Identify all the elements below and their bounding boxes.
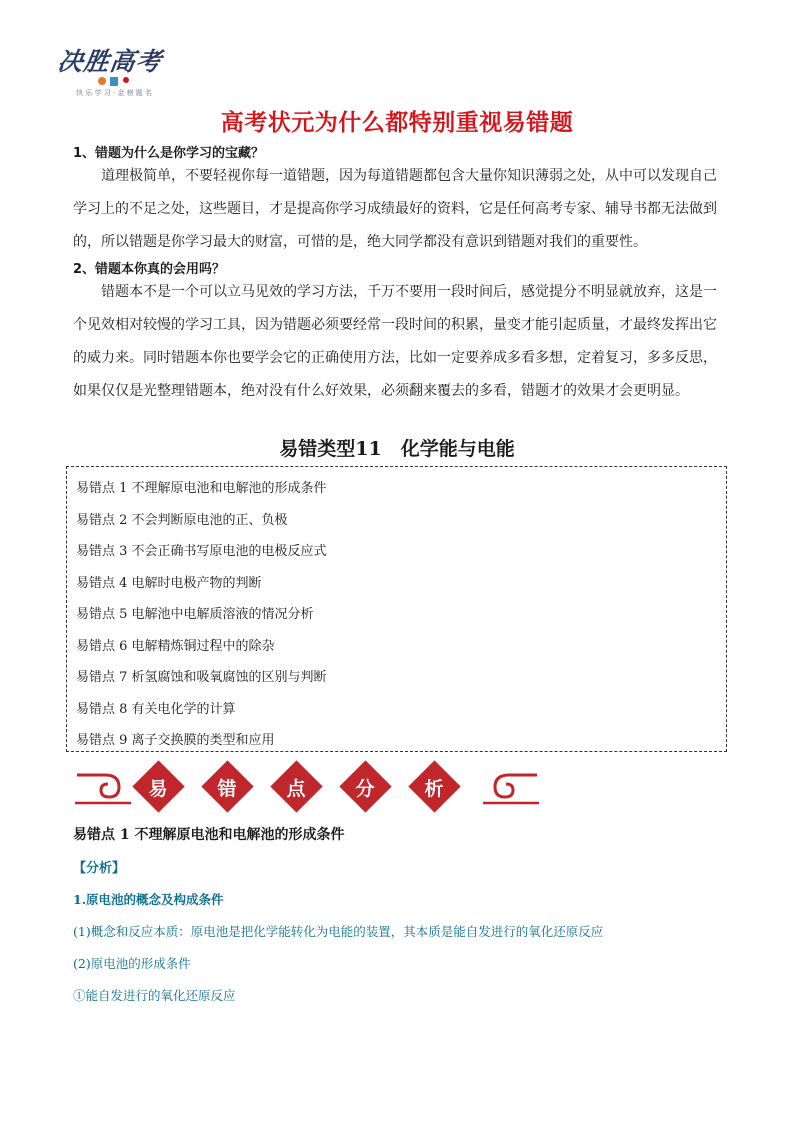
banner-right-ornament [479, 763, 539, 813]
error-point-item: 易错点 9 离子交换膜的类型和应用 [76, 733, 275, 748]
paragraph-line: 学习上的不足之处，这些题目，才是提高你学习成绩最好的资料，它是任何高考专家、辅导书都无法做到 [73, 201, 717, 217]
banner-char: 错 [217, 778, 237, 800]
banner-char: 点 [286, 778, 306, 800]
paragraph-line: 的威力来。同时错题本你也要学会它的正确使用方法，比如一定要养成多看多想，定着复习，多多反思， [73, 350, 717, 366]
paragraph-line: 的，所以错题是你学习最大的财富，可惜的是，绝大同学都没有意识到错题对我们的重要性。 [73, 234, 647, 250]
concept-line: ①能自发进行的氧化还原反应 [73, 988, 236, 1003]
error-point-item: 易错点 3 不会正确书写原电池的电极反应式 [76, 544, 327, 559]
error-point-item: 易错点 8 有关电化学的计算 [76, 702, 236, 717]
paragraph-line: 如果仅仅是光整理错题本，绝对没有什么好效果，必须翻来覆去的多看，错题才的效果才会更明显。 [73, 383, 689, 399]
page-title: 高考状元为什么都特别重视易错题 [220, 110, 574, 136]
question-2-heading: 2、错题本你真的会用吗？ [73, 262, 226, 277]
paragraph-line: 个见效相对较慢的学习工具，因为错题必须要经常一段时间的积累，量变才能引起质量，才最终发挥出它 [73, 317, 717, 333]
error-point-item: 易错点 1 不理解原电池和电解池的形成条件 [76, 481, 327, 496]
concept-heading: 1.原电池的概念及构成条件 [73, 892, 224, 907]
error-point-item: 易错点 6 电解精炼铜过程中的除杂 [76, 639, 275, 654]
logo-text: 决胜高考 [55, 47, 164, 76]
concept-line: (1)概念和反应本质：原电池是把化学能转化为电能的装置，其本质是能自发进行的氧化还原反应 [73, 924, 604, 939]
error-point-item: 易错点 4 电解时电极产物的判断 [76, 576, 262, 591]
error-point-item: 易错点 2 不会判断原电池的正、负极 [76, 513, 288, 528]
error-point-item: 易错点 7 析氢腐蚀和吸氧腐蚀的区别与判断 [76, 670, 327, 685]
question-1-heading: 1、错题为什么是你学习的宝藏？ [73, 146, 265, 161]
brand-logo [55, 40, 168, 106]
analysis-banner [75, 763, 720, 813]
error-point-1-heading: 易错点 1 不理解原电池和电解池的形成条件 [73, 827, 345, 843]
analysis-label: 【分析】 [73, 861, 126, 876]
question-2-paragraph [73, 276, 723, 408]
question-1-paragraph [73, 160, 723, 259]
banner-char: 析 [424, 778, 444, 800]
paragraph-line: 道理极简单，不要轻视你每一道错题，因为每道错题都包含大量你知识薄弱之处，从中可以发现自己 [101, 168, 717, 184]
logo-subtext: 快 乐 学 习 · 金 榜 题 名 [76, 89, 153, 97]
section-title: 易错类型11 化学能与电能 [279, 438, 515, 460]
paragraph-line: 错题本不是一个可以立马见效的学习方法，千万不要用一段时间后，感觉提分不明显就放弃，这是一 [101, 284, 717, 300]
banner-left-ornament [75, 763, 135, 813]
banner-char: 分 [355, 778, 375, 800]
concept-line: (2)原电池的形成条件 [73, 956, 191, 971]
error-points-box [66, 466, 727, 752]
error-point-item: 易错点 5 电解池中电解质溶液的情况分析 [76, 607, 314, 622]
logo-illustration [96, 74, 136, 88]
banner-char: 易 [148, 778, 168, 800]
